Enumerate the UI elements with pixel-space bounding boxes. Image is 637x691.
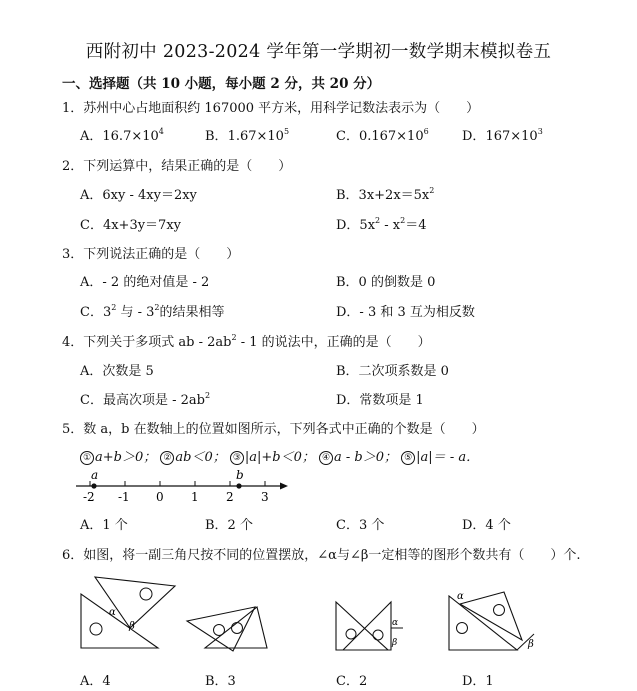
tick-label-neg2: -2 [83, 490, 95, 504]
fig1-beta-label: β [129, 621, 135, 632]
q6-option-b[interactable]: B．3 [205, 674, 236, 689]
q4-option-b[interactable]: B．二次项系数是 0 [336, 364, 449, 379]
tick-label-0: 0 [156, 490, 164, 504]
q6-option-a[interactable]: A．4 [80, 674, 111, 689]
q2-option-b[interactable]: B．$3x+2x=5x^2$ [336, 186, 435, 203]
triangle-figure-2 [185, 603, 275, 655]
q4-option-c[interactable]: C．最高次项是 - $2ab^2$ [80, 391, 211, 408]
fig3-beta-label: β [392, 638, 398, 648]
question-2-stem: 2．下列运算中，结果正确的是（ ） [62, 159, 292, 174]
question-3-stem: 3．下列说法正确的是（ ） [62, 247, 240, 262]
statement-number-1: ① [80, 451, 94, 465]
statement-number-4: ④ [319, 451, 333, 465]
statement-2: ab＜0； [175, 450, 226, 465]
q6-option-c[interactable]: C．2 [336, 674, 368, 689]
q5-option-d[interactable]: D．4 个 [462, 518, 511, 533]
q1-option-a[interactable]: A．$16.7\times 10^4$ [80, 127, 164, 144]
point-b-label: b [236, 468, 244, 482]
statement-4: a - b＞0； [334, 450, 398, 465]
q4-option-d[interactable]: D．常数项是 1 [336, 393, 424, 408]
number-line-arrow [280, 483, 288, 490]
q2-option-c[interactable]: C．4x+3y＝7xy [80, 218, 182, 233]
triangle-figure-3 [333, 597, 408, 655]
q5-option-b[interactable]: B．2 个 [205, 518, 253, 533]
tick-label-2: 2 [226, 490, 234, 504]
q5-option-c[interactable]: C．3 个 [336, 518, 385, 533]
q3-option-a[interactable]: A．- 2 的绝对值是 - 2 [80, 275, 210, 290]
q1-option-b[interactable]: B．$1.67\times 10^5$ [205, 127, 290, 144]
fig4-alpha-label: α [457, 591, 464, 602]
exam-title: 西附初中 2023-2024 学年第一学期初一数学期末模拟卷五 [85, 42, 552, 62]
tick-label-3: 3 [261, 490, 269, 504]
statement-number-3: ③ [230, 451, 244, 465]
q5-statements [80, 446, 479, 465]
statement-number-5: ⑤ [401, 451, 415, 465]
q6-option-d[interactable]: D．1 [462, 674, 494, 689]
q4-option-a[interactable]: A．次数是 5 [80, 364, 154, 379]
number-line-figure [74, 468, 294, 504]
q2-option-a[interactable]: A．6xy - 4xy＝2xy [80, 188, 197, 203]
q3-option-b[interactable]: B．0 的倒数是 0 [336, 275, 436, 290]
q2-option-d[interactable]: D．$5x^2 - x^2=4$ [336, 216, 427, 233]
q1-option-d[interactable]: D．$167\times 10^3$ [462, 127, 543, 144]
question-6-stem: 6．如图，将一副三角尺按不同的位置摆放，∠α与∠β一定相等的图形个数共有（ ）个. [62, 548, 581, 563]
question-4-stem: 4．下列关于多项式 ab - $2ab^2 - 1$ 的说法中，正确的是（ ） [62, 333, 431, 350]
triangle-figure-1 [78, 574, 178, 654]
question-5-stem: 5．数 a，b 在数轴上的位置如图所示，下列各式中正确的个数是（ ） [62, 422, 485, 437]
question-1-stem: 1．苏州中心占地面积约 167000 平方米，用科学记数法表示为（ ） [62, 101, 480, 116]
statement-3: |a|+b＜0； [244, 450, 315, 465]
point-a-label: a [91, 468, 99, 482]
fig1-alpha-label: α [109, 607, 116, 618]
q3-option-c[interactable]: C．$3^2$ 与 - $3^2$的结果相等 [80, 303, 225, 320]
triangle-figure-4 [447, 590, 547, 656]
tick-label-1: 1 [191, 490, 199, 504]
point-b [236, 483, 241, 488]
q3-option-d[interactable]: D．- 3 和 3 互为相反数 [336, 305, 475, 320]
statement-5: |a|＝ - a． [416, 450, 480, 465]
fig4-beta-label: β [528, 639, 534, 650]
point-a [91, 483, 96, 488]
fig3-alpha-label: α [392, 618, 399, 628]
q5-option-a[interactable]: A．1 个 [80, 518, 128, 533]
statement-1: a+b＞0； [95, 450, 157, 465]
statement-number-2: ② [160, 451, 174, 465]
section-heading: 一、选择题（共 10 小题，每小题 2 分，共 20 分） [62, 76, 381, 92]
tick-label-neg1: -1 [118, 490, 130, 504]
q1-option-c[interactable]: C．$0.167\times 10^6$ [336, 127, 429, 144]
